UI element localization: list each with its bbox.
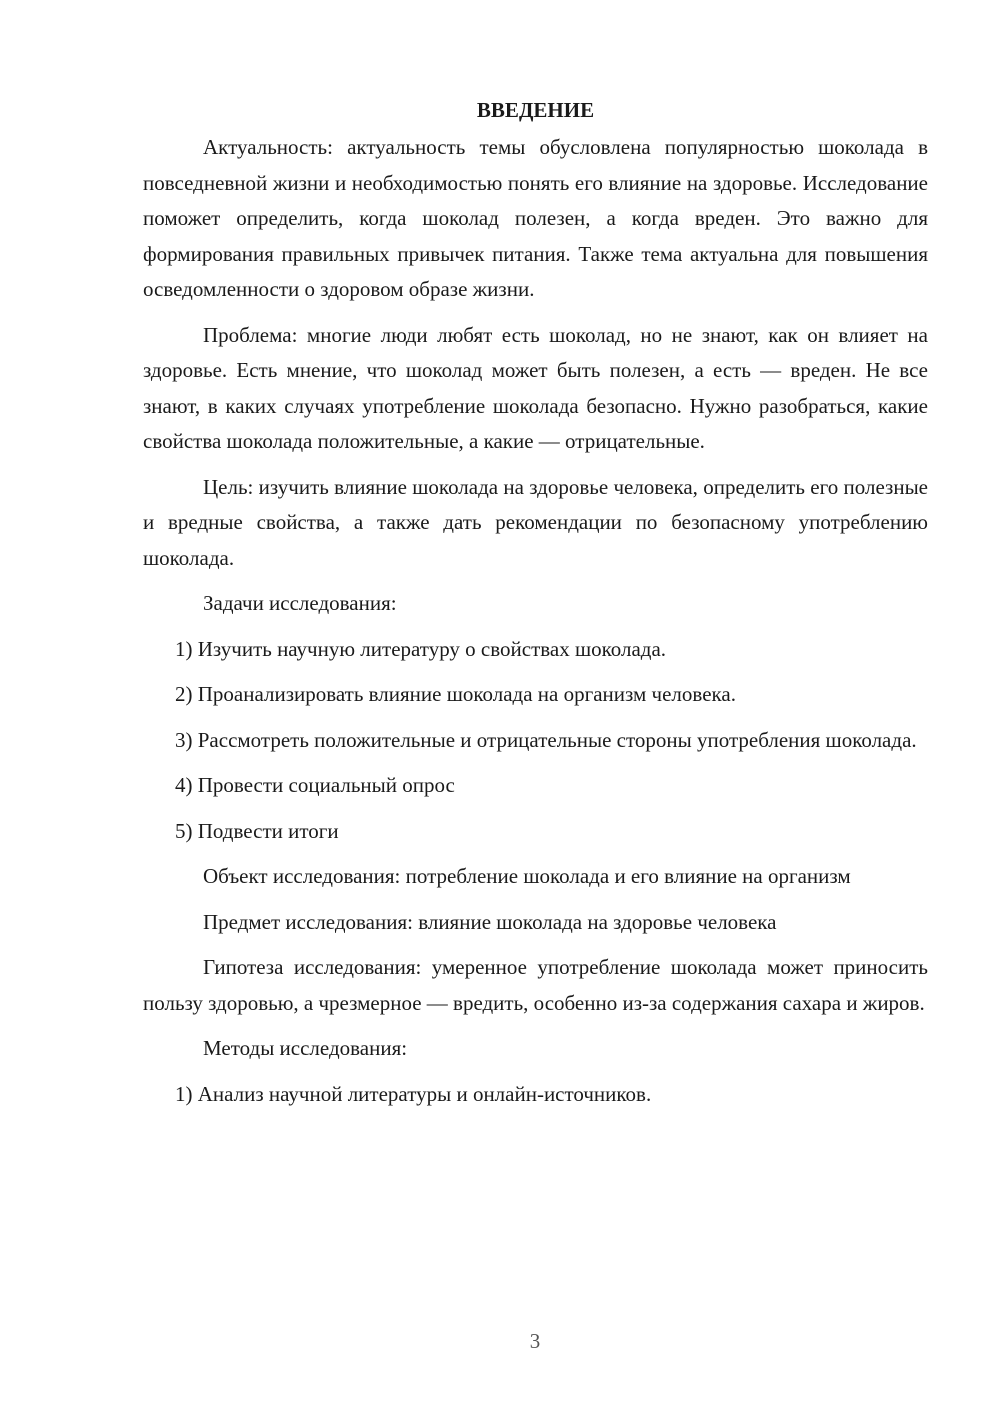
task-item-4: 4) Провести социальный опрос [175, 773, 455, 797]
problem-paragraph: Проблема: многие люди любят есть шоколад, но не знают, как он влияет на здоровье. Есть мнение, что шоколад может быть полезен, а есть — вреден. Не все знают, в каких случаях употребление шоколада безопасно. Нужно разобраться, какие свойства шоколада положительные, а какие — отрицательные. [143, 322, 928, 453]
tasks-heading: Задачи исследования: [203, 591, 397, 615]
task-item-5: 5) Подвести итоги [175, 818, 339, 843]
object-paragraph: Объект исследования: потребление шоколада и его влияние на организм [203, 864, 851, 888]
methods-heading: Методы исследования: [203, 1036, 408, 1060]
subject-paragraph: Предмет исследования: влияние шоколада на здоровье человека [203, 909, 777, 934]
hypothesis-paragraph: Гипотеза исследования: умеренное употребление шоколада может приносить пользу здоровью, а чрезмерное — вредить, особенно из-за содержания сахара и жиров. [143, 955, 928, 1015]
method-item-1: 1) Анализ научной литературы и онлайн-источников. [175, 1081, 652, 1106]
task-item-3: 3) Рассмотреть положительные и отрицательные стороны употребления шоколада. [175, 727, 917, 752]
goal-paragraph: Цель: изучить влияние шоколада на здоровье человека, определить его полезные и вредные свойства, а также дать рекомендации по безопасному употреблению шоколада. [143, 474, 928, 570]
section-title: ВВЕДЕНИЕ [476, 98, 595, 122]
document-page [143, 92, 928, 1122]
task-item-1: 1) Изучить научную литературу о свойствах шоколада. [175, 636, 667, 661]
relevance-paragraph: Актуальность: актуальность темы обусловлена популярностью шоколада в повседневной жизни и необходимостью понять его влияние на здоровье. Исследование поможет определить, когда шоколад полезен, а когда вреден. Это важно для формирования правильных привычек питания. Также тема актуальна для повышения осведомленности о здоровом образе жизни. [143, 135, 928, 301]
page-number: 3 [529, 1329, 541, 1353]
task-item-2: 2) Проанализировать влияние шоколада на организм человека. [175, 682, 736, 706]
